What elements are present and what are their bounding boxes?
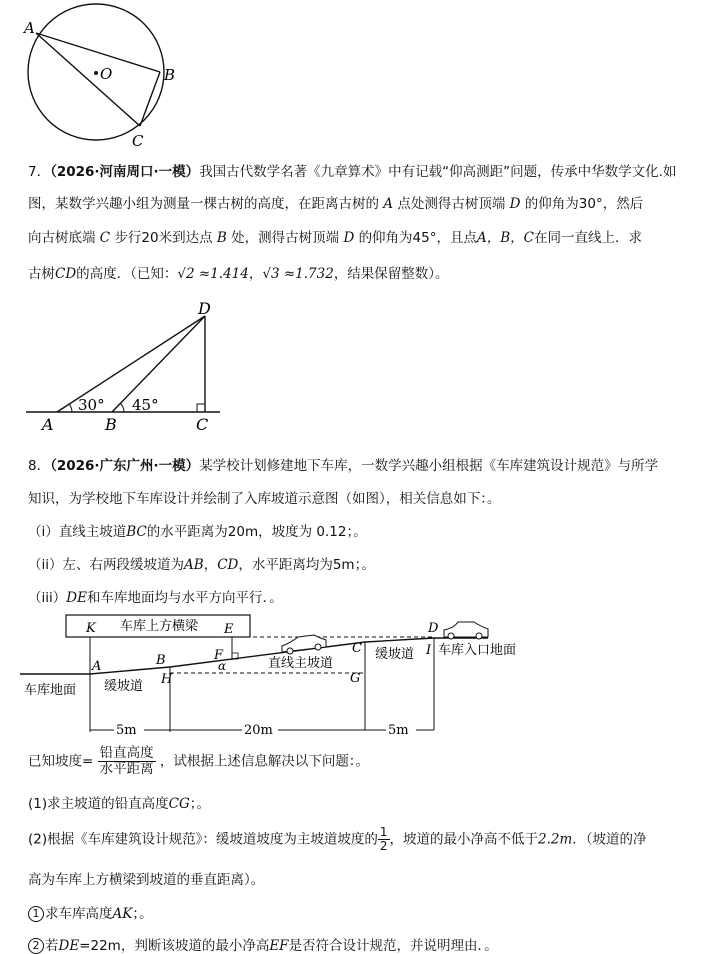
q8-item-1: （i）直线主坡道BC的水平距离为20m，坡度为 0.12；。 [28, 524, 367, 540]
beam-label: 车库上方横梁 [120, 619, 199, 634]
q8-part-1: (1)求主坡道的铅直高度CG；。 [28, 796, 210, 812]
angle-arc-45 [120, 404, 124, 413]
q8-part-2-line-2: 高为车库上方横梁到坡道的垂直距离）。 [28, 872, 265, 888]
label-e: E [224, 622, 234, 637]
q7-source: （2026·河南周口·一模） [50, 164, 200, 180]
q8-source: （2026·广东广州·一模） [50, 458, 200, 474]
label-a: A [92, 659, 102, 674]
right-angle-mark [197, 404, 205, 412]
q7-line-2: 图，某数学兴趣小组为测量一棵古树的高度，在距离古树的 A 点处测得古树顶端 D 的仰角为30°，然后 [28, 196, 644, 212]
ground-right-label: 车库入口地面 [438, 643, 517, 658]
ground-left-label: 车库地面 [24, 683, 77, 698]
q8-item-2: （ii）左、右两段缓坡道为AB，CD，水平距离均为5m；。 [28, 557, 375, 573]
label-c: C [196, 415, 209, 434]
label-alpha: α [218, 659, 227, 673]
label-i: I [426, 643, 432, 658]
ramp-cd [365, 638, 434, 642]
q8-sub-1: 1 求车库高度AK；。 [28, 902, 153, 922]
q8-line-2: 知识，为学校地下车库设计并绘制了入库坡道示意图（如图），相关信息如下：。 [28, 491, 501, 507]
label-o: O [100, 65, 113, 83]
circled-number-1: 1 [28, 906, 44, 922]
gentle-right-label: 缓坡道 [375, 647, 415, 662]
q8-sub-2: 2 若DE=22m，判断该坡道的最小净高EF是否符合设计规范，并说明理由．。 [28, 934, 498, 954]
car-icon [282, 635, 326, 654]
q8-part-2: (2)根据《车库建筑设计规范》：缓坡道坡度为主坡道坡度的 $\frac{1}{2}$ ，坡道的最小净高不低于2.2m．（坡道的净 [28, 825, 647, 854]
gentle-left-label: 缓坡道 [104, 679, 144, 694]
label-b: B [164, 66, 176, 84]
label-h: H [161, 672, 173, 687]
segment-ac [36, 33, 140, 126]
circled-number-2: 2 [28, 938, 44, 954]
angle-label-30: 30° [78, 396, 105, 414]
center-point [94, 71, 98, 75]
label-a: A [42, 415, 54, 434]
main-slope-label: 直线主坡道 [268, 656, 334, 671]
circle-figure [20, 0, 200, 150]
q7-line-1: 7．（2026·河南周口·一模）我国古代数学名著《九章算术》中有记载“仰高测距”问题，传承中华数学文化.如 [28, 164, 677, 180]
ramp-ab [90, 667, 170, 674]
label-g: G [350, 671, 361, 686]
slope-definition: 已知坡度= $\frac{\text{铅直高度}}{\text{水平距离}}$ ，试根据上述信息解决以下问题：。 [28, 745, 370, 777]
dim-left-label: 5m [116, 723, 137, 738]
dim-mid-label: 20m [244, 723, 273, 738]
q7-line-4: 古树CD的高度．（已知：√2 ≈1.414，√3 ≈1.732，结果保留整数）。 [28, 266, 449, 282]
q8-item-3: （iii）DE和车库地面均与水平方向平行．。 [28, 590, 283, 606]
label-b: B [105, 415, 117, 434]
ramp-figure [20, 610, 540, 745]
label-k: K [86, 621, 96, 636]
label-d: D [428, 621, 439, 636]
label-b: B [156, 653, 166, 668]
tree-figure [20, 300, 250, 440]
label-c: C [352, 641, 362, 656]
q8-line-1: 8．（2026·广东广州·一模）某学校计划修建地下车库，一数学兴趣小组根据《车库建筑设计规范》与所学 [28, 458, 659, 474]
label-a: A [24, 19, 35, 37]
segment-ab [36, 33, 160, 72]
angle-label-45: 45° [132, 396, 159, 414]
angle-arc-30 [70, 404, 73, 412]
label-c: C [132, 132, 144, 150]
car-icon [444, 622, 488, 639]
label-f: F [214, 648, 224, 663]
segment-bc [140, 72, 160, 126]
slope-fraction: $\frac{\text{铅直高度}}{\text{水平距离}}$ [99, 745, 154, 777]
q7-line-3: 向古树底端 C 步行20米到达点 B 处，测得古树顶端 D 的仰角为45°，且点A，B，C在同一直线上．求 [28, 230, 642, 246]
half-fraction: $\frac{1}{2}$ [379, 825, 388, 854]
dim-right-label: 5m [388, 723, 409, 738]
label-d: D [198, 300, 211, 318]
